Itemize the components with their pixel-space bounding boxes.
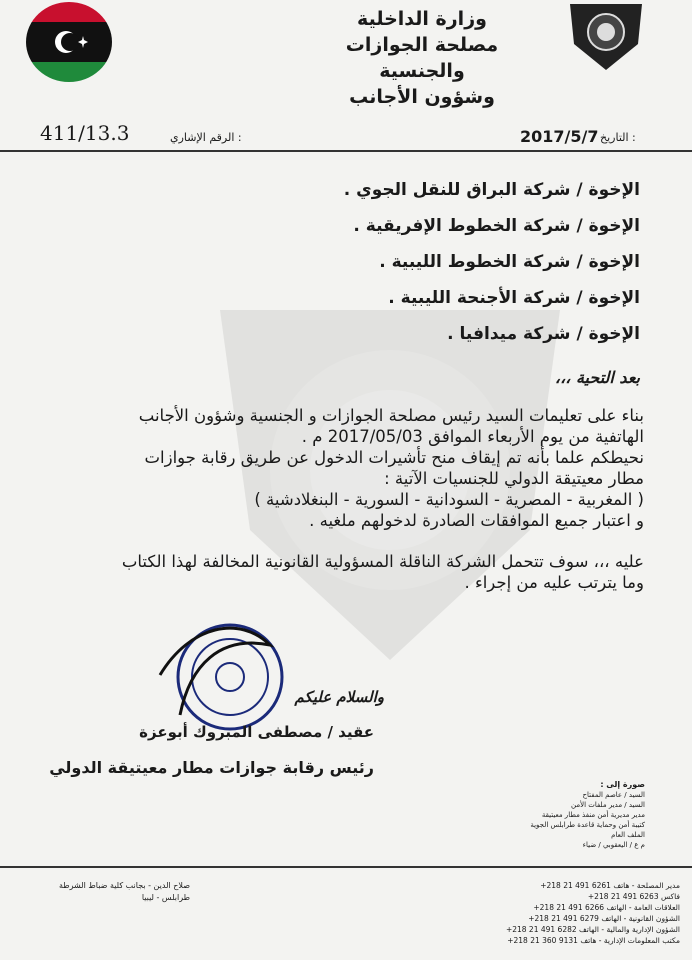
- footer-contacts: [470, 880, 680, 946]
- header-divider: [0, 150, 692, 152]
- body-line: مطار معيتيقة الدولي للجنسيات الآتية :: [384, 469, 644, 488]
- cc-line: السيد / مدير ملفات الأمن: [571, 801, 645, 809]
- footer-divider: [0, 866, 692, 868]
- contact-row: +218 21 491 6279 الشؤون القانونية - الهاتف: [528, 914, 680, 923]
- date-label: التاريخ :: [600, 131, 636, 144]
- contact-row: +218 21 491 6282 الشؤون الإدارية والمالية - الهاتف: [505, 925, 680, 934]
- reference-row: [40, 121, 640, 149]
- cc-line: الملف العام: [611, 831, 645, 839]
- cc-line: مدير مديرية أمن منفذ مطار معيتيقة: [541, 811, 645, 819]
- contact-row: +218 21 491 6261 مدير المصلحة - هاتف: [540, 881, 680, 890]
- addressee-list: [220, 172, 640, 352]
- date-value: 2017/5/7: [520, 127, 599, 146]
- contact-row: +218 21 491 6266 العلاقات العامة - الهاتف: [533, 903, 680, 912]
- ministry-heading: [302, 6, 542, 110]
- authority-name: مصلحة الجوازات والجنسية: [345, 34, 499, 82]
- addressee: الإخوة / شركة البراق للنقل الجوي .: [343, 180, 640, 200]
- body-line: نحيطكم علما بأنه تم إيقاف منح تأشيرات الدخول عن طريق رقابة جوازات: [144, 448, 644, 467]
- body-line: عليه ،،، سوف تتحمل الشركة الناقلة المسؤولية القانونية المخالفة لهذا الكتاب: [121, 552, 644, 571]
- body-line: الهاتفية من يوم الأربعاء الموافق 2017/05/03 م .: [301, 427, 644, 446]
- foreigners-affairs: وشؤون الأجانب: [349, 86, 495, 108]
- cc-line: كتيبة أمن وحماية قاعدة طرابلس الجوية: [530, 821, 645, 829]
- ref-number: 411/13.3: [40, 121, 130, 145]
- greeting: بعد التحية ،،،: [554, 368, 640, 387]
- ministry-name: وزارة الداخلية: [357, 8, 487, 30]
- libya-flag: [26, 2, 112, 82]
- contact-row: +218 21 360 9131 مكتب المعلومات الإدارية - هاتف: [507, 936, 680, 945]
- ref-label: الرقم الإشاري :: [170, 131, 242, 144]
- ministry-emblem: [566, 0, 646, 72]
- cc-line: م ع / اليعقوبي / ضياء: [582, 841, 645, 849]
- addressee: الإخوة / شركة الأجنحة الليبية .: [388, 288, 640, 308]
- body-line: بناء على تعليمات السيد رئيس مصلحة الجوازات و الجنسية وشؤون الأجانب: [138, 406, 644, 425]
- signatory-title: رئيس رقابة جوازات مطار معيتيقة الدولي: [49, 758, 374, 777]
- body-line: وما يترتب عليه من إجراء .: [464, 573, 644, 592]
- cc-title: صورة إلى :: [600, 780, 645, 789]
- closing: والسلام عليكم: [294, 688, 384, 706]
- cc-line: السيد / عاصم المفتاح: [582, 791, 645, 799]
- signatory-name: عقيد / مصطفى المبروك أبوعزة: [139, 723, 374, 741]
- addressee: الإخوة / شركة ميدافيا .: [447, 324, 640, 344]
- address-line: صلاح الدين - بجانب كلية ضباط الشرطة: [58, 881, 190, 890]
- body-line: و اعتبار جميع الموافقات الصادرة لدخولهم ملغيه .: [309, 511, 644, 530]
- crescent-star-icon: [26, 22, 112, 62]
- addressee: الإخوة / شركة الخطوط الليبية .: [379, 252, 640, 272]
- body-line: ( المغربية - المصرية - السودانية - السورية - البنغلادشية ): [254, 490, 644, 509]
- addressee: الإخوة / شركة الخطوط الإفريقية .: [353, 216, 640, 236]
- footer-address: [30, 880, 190, 904]
- contact-row: +218 21 491 6263 فاكس: [587, 892, 680, 901]
- letter-body: [44, 405, 644, 593]
- cc-list: [505, 780, 645, 850]
- address-line: طرابلس - ليبيا: [141, 893, 190, 902]
